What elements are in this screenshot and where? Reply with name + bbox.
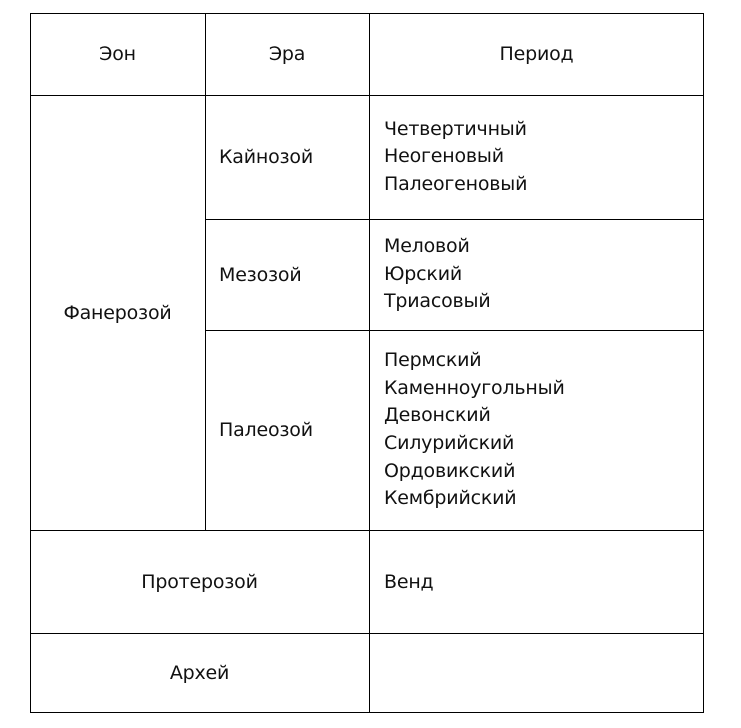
header-period — [369, 13, 704, 95]
period-ordovician: Ордовикский — [384, 459, 516, 482]
period-quaternary: Четвертичный — [384, 117, 527, 140]
eon-phanerozoic — [30, 95, 205, 530]
header-eon — [30, 13, 205, 95]
period-paleogene: Палеогеновый — [384, 172, 528, 195]
period-list — [384, 233, 490, 316]
period-permian: Пермский — [384, 349, 482, 372]
eon-proterozoic-label: Протерозой — [141, 570, 258, 593]
table-border-bottom — [30, 712, 704, 713]
era-paleozoic — [219, 330, 369, 530]
periods-proterozoic — [384, 530, 704, 633]
era-cenozoic-label: Кайнозой — [219, 146, 314, 168]
period-neogene: Неогеновый — [384, 145, 504, 168]
periods-archean — [384, 633, 704, 712]
header-era-label: Эра — [268, 43, 306, 65]
eon-archean — [30, 633, 369, 712]
header-era — [205, 13, 369, 95]
eon-proterozoic — [30, 530, 369, 633]
header-eon-label: Эон — [99, 43, 136, 65]
period-silurian: Силурийский — [384, 432, 515, 454]
geologic-time-table — [30, 13, 704, 713]
periods-paleozoic — [384, 330, 704, 530]
period-jurassic: Юрский — [384, 262, 462, 285]
eon-phanerozoic-label: Фанерозой — [63, 301, 172, 324]
era-mesozoic — [219, 219, 369, 330]
eon-archean-label: Архей — [169, 661, 230, 684]
periods-cenozoic — [384, 95, 704, 219]
period-carboniferous: Каменноугольный — [384, 376, 565, 399]
period-list — [384, 347, 565, 513]
period-triassic: Триасовый — [384, 290, 491, 313]
era-period-divider — [369, 13, 370, 713]
period-vendian: Венд — [384, 570, 434, 593]
header-period-label: Период — [499, 43, 574, 65]
era-cenozoic — [219, 95, 369, 219]
periods-mesozoic — [384, 219, 704, 330]
period-list — [384, 116, 527, 199]
era-paleozoic-label: Палеозой — [219, 419, 313, 441]
period-cambrian: Кембрийский — [384, 487, 517, 510]
period-cretaceous: Меловой — [384, 235, 470, 258]
era-mesozoic-label: Мезозой — [219, 263, 302, 286]
period-devonian: Девонский — [384, 404, 491, 427]
